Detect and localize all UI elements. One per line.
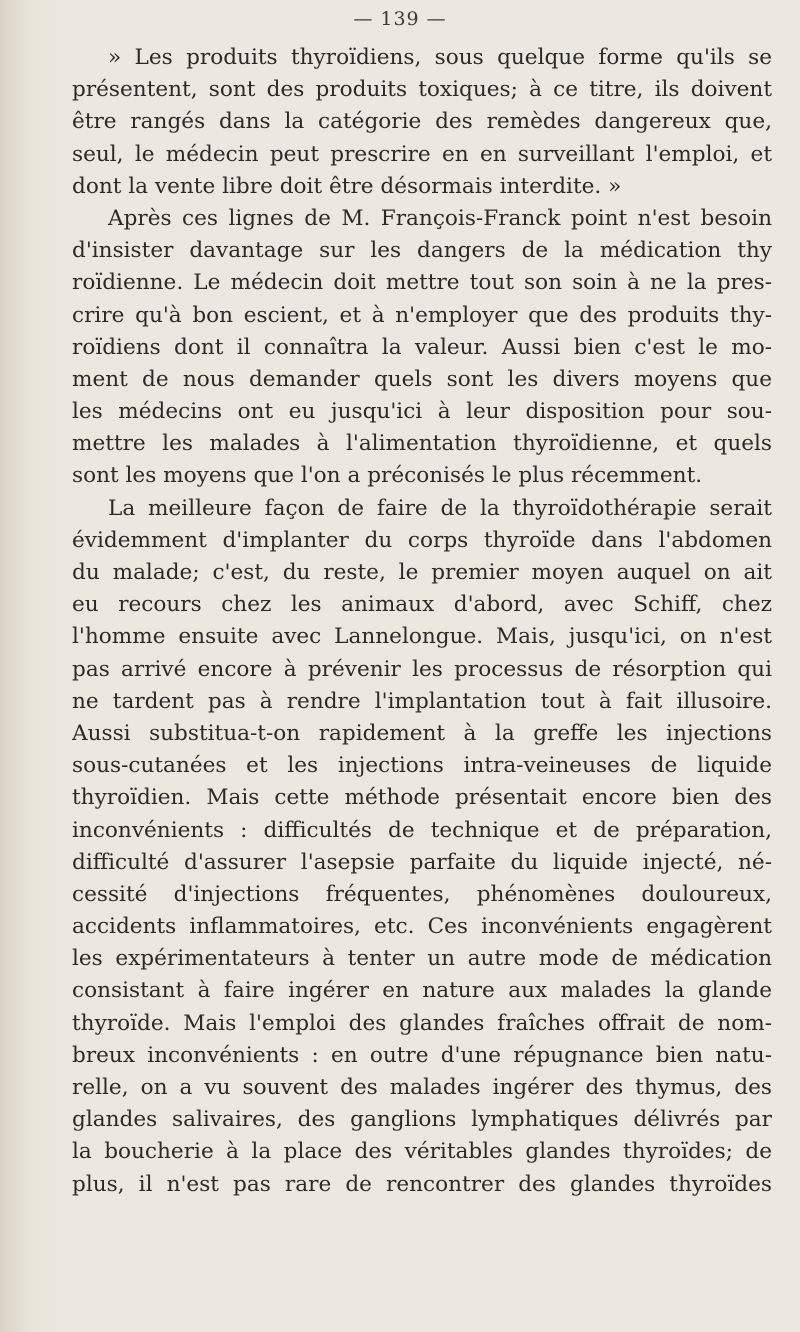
page-number: — 139 — (353, 8, 447, 30)
text-line: roïdiens dont il connaîtra la valeur. Aussi bien c'est le mo- (72, 334, 772, 360)
text-line: crire qu'à bon escient, et à n'employer que des produits thy- (72, 302, 772, 328)
text-line: roïdienne. Le médecin doit mettre tout son soin à ne la pres- (72, 270, 772, 296)
text-line: pas arrivé encore à prévenir les processus de résorption qui (72, 656, 772, 682)
text-line: » Les produits thyroïdiens, sous quelque forme qu'ils se (108, 45, 772, 70)
text-line: difficulté d'assurer l'asepsie parfaite du liquide injecté, né- (72, 849, 772, 875)
text-line: thyroïdien. Mais cette méthode présentait encore bien des (72, 785, 772, 811)
text-line: cessité d'injections fréquentes, phénomènes douloureux, (72, 881, 772, 907)
text-line: plus, il n'est pas rare de rencontrer des glandes thyroïdes (72, 1171, 772, 1197)
text-line: relle, on a vu souvent des malades ingérer des thymus, des (72, 1075, 772, 1100)
text-line: inconvénients : difficultés de technique et de préparation, (72, 817, 772, 843)
text-line: La meilleure façon de faire de la thyroïdothérapie serait (108, 495, 772, 521)
text-line: mettre les malades à l'alimentation thyroïdienne, et quels (72, 431, 772, 457)
body-text (72, 42, 772, 1201)
text-line: Après ces lignes de M. François-Franck point n'est besoin (108, 205, 772, 231)
text-line: ne tardent pas à rendre l'implantation tout à fait illusoire. (72, 688, 772, 714)
text-line: Aussi substitua-t-on rapidement à la greffe les injections (72, 720, 772, 746)
text-line: d'insister davantage sur les dangers de la médication thy (72, 238, 772, 264)
text-line: évidemment d'implanter du corps thyroïde dans l'abdomen (72, 527, 772, 553)
text-line: accidents inflammatoires, etc. Ces inconvénients engagèrent (72, 914, 772, 940)
text-line: dont la vente libre doit être désormais interdite. » (72, 173, 622, 199)
text-line: être rangés dans la catégorie des remèdes dangereux que, (72, 109, 772, 135)
text-line: sous-cutanées et les injections intra-veineuses de liquide (72, 753, 772, 779)
text-line: consistant à faire ingérer en nature aux malades la glande (72, 978, 772, 1004)
text-line: du malade; c'est, du reste, le premier moyen auquel on ait (72, 560, 772, 585)
text-line: la boucherie à la place des véritables glandes thyroïdes; de (72, 1139, 772, 1165)
text-line: les médecins ont eu jusqu'ici à leur disposition pour sou- (72, 399, 772, 425)
text-line: glandes salivaires, des ganglions lymphatiques délivrés par (72, 1107, 772, 1133)
text-line: seul, le médecin peut prescrire en en surveillant l'emploi, et (72, 141, 772, 167)
text-line: thyroïde. Mais l'emploi des glandes fraîches offrait de nom- (72, 1010, 772, 1036)
text-line: eu recours chez les animaux d'abord, avec Schiff, chez (72, 592, 772, 618)
text-line: breux inconvénients : en outre d'une répugnance bien natu- (72, 1042, 772, 1068)
text-line: ment de nous demander quels sont les divers moyens que (72, 366, 772, 392)
text-line: présentent, sont des produits toxiques; à ce titre, ils doivent (72, 77, 772, 103)
text-line: les expérimentateurs à tenter un autre mode de médication (72, 946, 772, 972)
text-line: l'homme ensuite avec Lannelongue. Mais, jusqu'ici, on n'est (72, 624, 772, 650)
text-line: sont les moyens que l'on a préconisés le plus récemment. (72, 463, 703, 489)
